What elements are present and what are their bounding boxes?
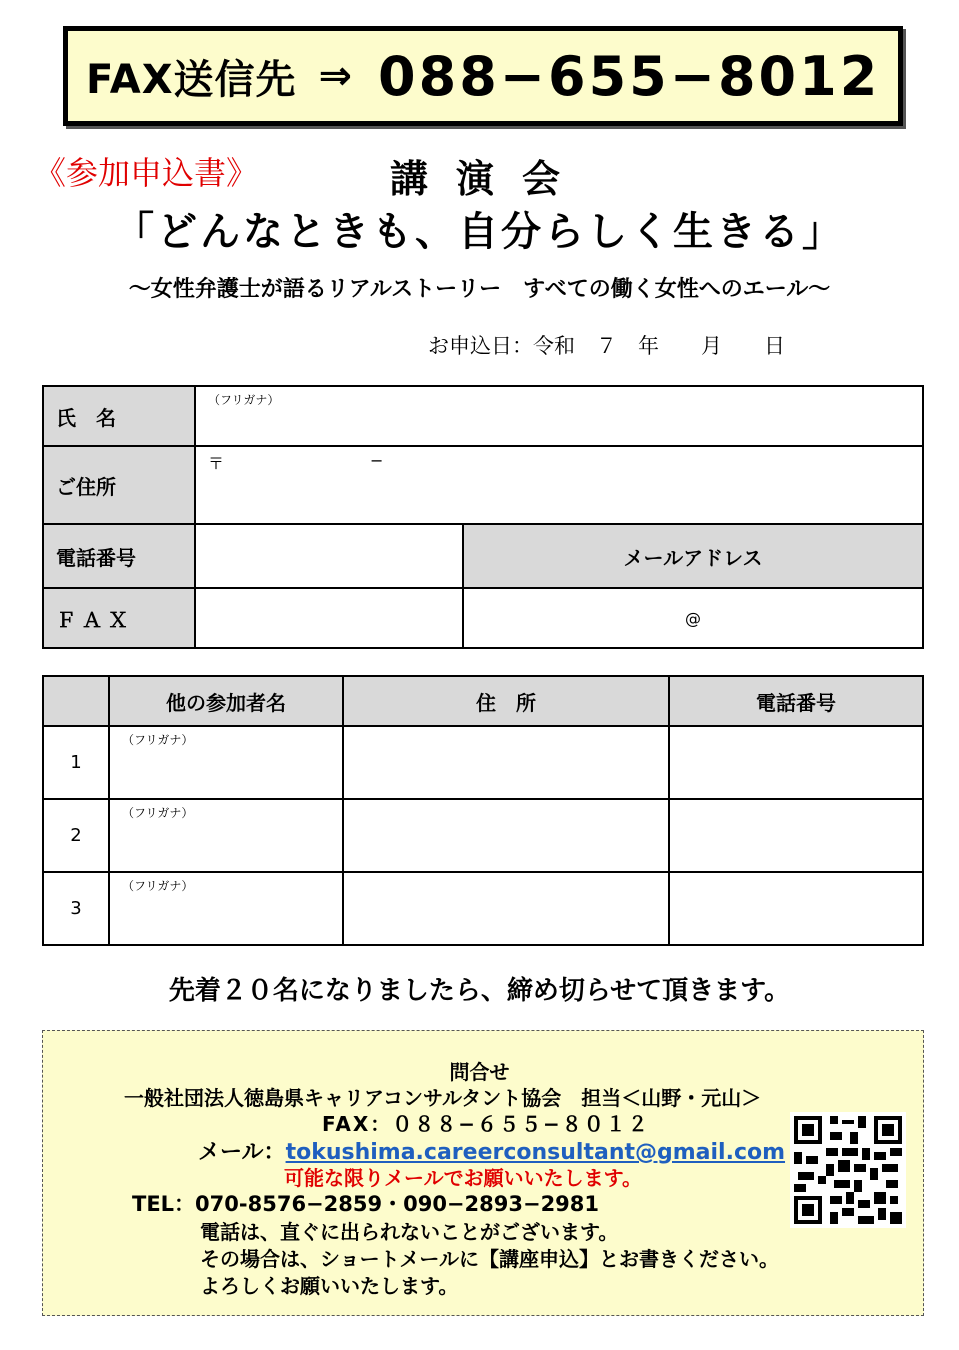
contact-heading: 問合せ [449, 1060, 510, 1084]
furigana-label: （フリガナ） [122, 733, 194, 747]
event-subtitle: 〜女性弁護士が語るリアルストーリー すべての働く女性へのエール〜 [128, 277, 831, 302]
row-number: 1 [43, 726, 109, 799]
contact-note-3: よろしくお願いいたします。 [200, 1274, 459, 1298]
capacity-notice: 先着２０名になりましたら、締め切らせて頂きます。 [168, 976, 791, 1006]
name-field[interactable] [195, 386, 923, 446]
table-row [43, 799, 923, 872]
participant-address-field[interactable] [343, 726, 669, 799]
fax-field-label: ＦＡＸ [43, 588, 195, 648]
participant-phone-field[interactable] [669, 726, 923, 799]
apply-date: お申込日：令和 ７ 年 月 日 [428, 334, 785, 358]
applicant-form [42, 385, 924, 649]
contact-tel: TEL：070-8576−2859・090−2893−2981 [132, 1192, 600, 1216]
email-label: メールアドレス [463, 524, 923, 588]
fax-banner [63, 26, 903, 126]
participant-address-field[interactable] [343, 799, 669, 872]
phone-field[interactable] [195, 524, 463, 588]
contact-org: 一般社団法人徳島県キャリアコンサルタント協会 担当＜山野・元山＞ [124, 1086, 762, 1110]
row-number: 2 [43, 799, 109, 872]
furigana-label: （フリガナ） [122, 806, 194, 820]
event-title: 「どんなときも、自分らしく生きる」 [114, 209, 845, 255]
event-type: 講演会 [390, 157, 589, 201]
email-field[interactable] [463, 588, 923, 648]
furigana-label: （フリガナ） [208, 393, 280, 407]
at-mark: @ [685, 608, 701, 628]
arrow-icon: ⇒ [318, 53, 353, 99]
fax-number: 088−655−8012 [378, 44, 881, 108]
address-label: ご住所 [43, 446, 195, 524]
header-address: 住 所 [343, 676, 669, 726]
contact-fax: FAX：０８８−６５５−８０１２ [322, 1112, 650, 1136]
email-link[interactable]: tokushima.careerconsultant@gmail.com [285, 1140, 786, 1165]
fax-label: FAX送信先 [86, 56, 297, 103]
contact-note-1: 電話は、直ぐに出られないことがございます。 [200, 1220, 619, 1244]
participant-phone-field[interactable] [669, 872, 923, 945]
contact-note-2: その場合は、ショートメールに【講座申込】とお書きください。 [200, 1247, 779, 1271]
postal-dash: − [370, 451, 384, 470]
header-participant-name: 他の参加者名 [109, 676, 343, 726]
furigana-label: （フリガナ） [122, 879, 194, 893]
fax-field[interactable] [195, 588, 463, 648]
participant-address-field[interactable] [343, 872, 669, 945]
postal-mark: 〒 [208, 454, 225, 473]
row-number: 3 [43, 872, 109, 945]
email-note: 可能な限りメールでお願いいたします。 [284, 1166, 642, 1190]
table-row [43, 872, 923, 945]
form-label: 《参加申込書》 [34, 154, 259, 192]
header-phone: 電話番号 [669, 676, 923, 726]
header-num-cell [43, 676, 109, 726]
participant-name-field[interactable] [109, 726, 343, 799]
participant-name-field[interactable] [109, 872, 343, 945]
name-label: 氏 名 [43, 386, 195, 446]
other-participants-table [42, 675, 924, 946]
participant-phone-field[interactable] [669, 799, 923, 872]
qr-code-icon [790, 1112, 906, 1228]
phone-label: 電話番号 [43, 524, 195, 588]
address-field[interactable] [195, 446, 923, 524]
table-row [43, 726, 923, 799]
email-label: メール： [198, 1140, 286, 1165]
participant-name-field[interactable] [109, 799, 343, 872]
